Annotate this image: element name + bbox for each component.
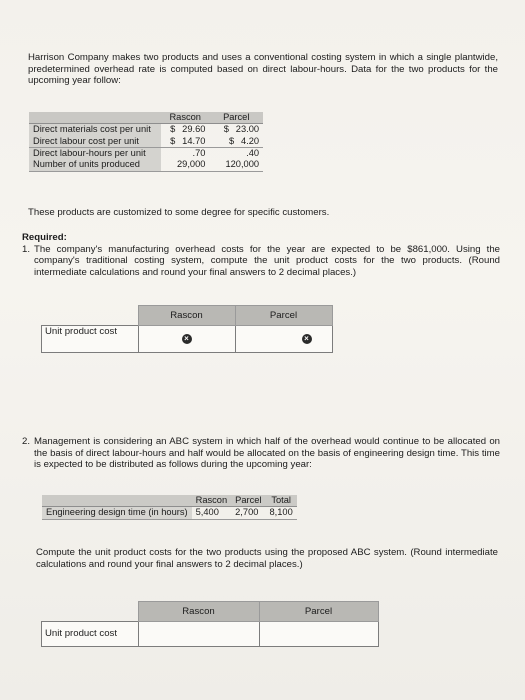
table-row [42,507,297,519]
product-data-table [29,112,263,172]
compute-instruction: Compute the unit product costs for the two products using the proposed ABC system. (Round intermediate calculations and round your final answers to 2 decimal places.) [36,547,498,570]
required-section [22,232,500,279]
answer-1-parcel-input[interactable] [235,326,332,353]
question-number: 2. [22,436,31,447]
table-row: Direct materials cost per unit $ 29.60 $ 23.00 [29,124,263,136]
answer-1-header-rascon: Rascon [138,306,235,326]
x-circle-icon: × [302,334,312,344]
answer-1-row-label: Unit product cost [42,326,139,353]
answer-1-rascon-input[interactable] [138,326,235,353]
required-heading: Required: [22,232,67,243]
row-label: Number of units produced [29,159,161,171]
col-header-rascon: Rascon [192,495,232,507]
cell-value: 8,100 [266,507,297,519]
question-1 [22,244,500,279]
cell-value: 14.70 [182,135,206,146]
table-row [29,147,263,159]
question-2-text: Management is considering an ABC system in which half of the overhead would continue to be allocated on the basis of direct labour-hours and half would be allocated on the basis of engineering design time. This time is expected to be distributed as follows during the upcoming year: [34,436,500,471]
answer-table-1 [41,305,333,353]
table-row [29,159,263,171]
cell-value: 2,700 [231,507,265,519]
answer-1-header-parcel: Parcel [235,306,332,326]
answer-2-header-rascon: Rascon [138,602,259,622]
question-1-text: The company's manufacturing overhead costs for the year are expected to be $861,000. Using the company's traditional costing system, compute the unit product costs for the two products. (Round intermediate calculations and round your final answers to 2 decimal places.) [34,243,500,279]
answer-2-parcel-input[interactable] [259,622,378,647]
col-header-total: Total [266,495,297,507]
question-number: 1. [22,243,31,255]
row-label: Direct labour-hours per unit [29,147,161,159]
cell-value: 29,000 [177,159,206,170]
cell-value: .40 [246,147,260,158]
col-header-parcel: Parcel [231,495,265,507]
cell-value: 29.60 [182,124,206,135]
table-row: Direct labour cost per unit $ 14.70 $ 4.20 [29,136,263,148]
col-header-parcel: Parcel [209,112,263,124]
row-label: Engineering design time (in hours) [42,507,192,519]
cell-value: .70 [192,147,206,158]
col-header-rascon: Rascon [161,112,209,124]
design-time-table [42,495,297,520]
customized-note: These products are customized to some degree for specific customers. [28,207,330,218]
row-label: Direct labour cost per unit [29,136,161,148]
answer-2-rascon-input[interactable] [138,622,259,647]
cell-value: 4.20 [240,135,260,146]
question-2 [22,436,500,471]
answer-2-header-parcel: Parcel [259,602,378,622]
cell-value: 23.00 [235,124,260,135]
x-circle-icon: × [182,334,192,344]
answer-2-row-label: Unit product cost [42,622,139,647]
intro-text: Harrison Company makes two products and uses a conventional costing system in which a single plantwide, predetermined overhead rate is computed based on direct labour-hours. Data for the two products for the upcoming year follow: [28,52,498,87]
cell-value: 5,400 [192,507,232,519]
row-label: Direct materials cost per unit [29,124,161,136]
cell-value: 120,000 [225,159,260,170]
answer-table-2 [41,601,379,647]
